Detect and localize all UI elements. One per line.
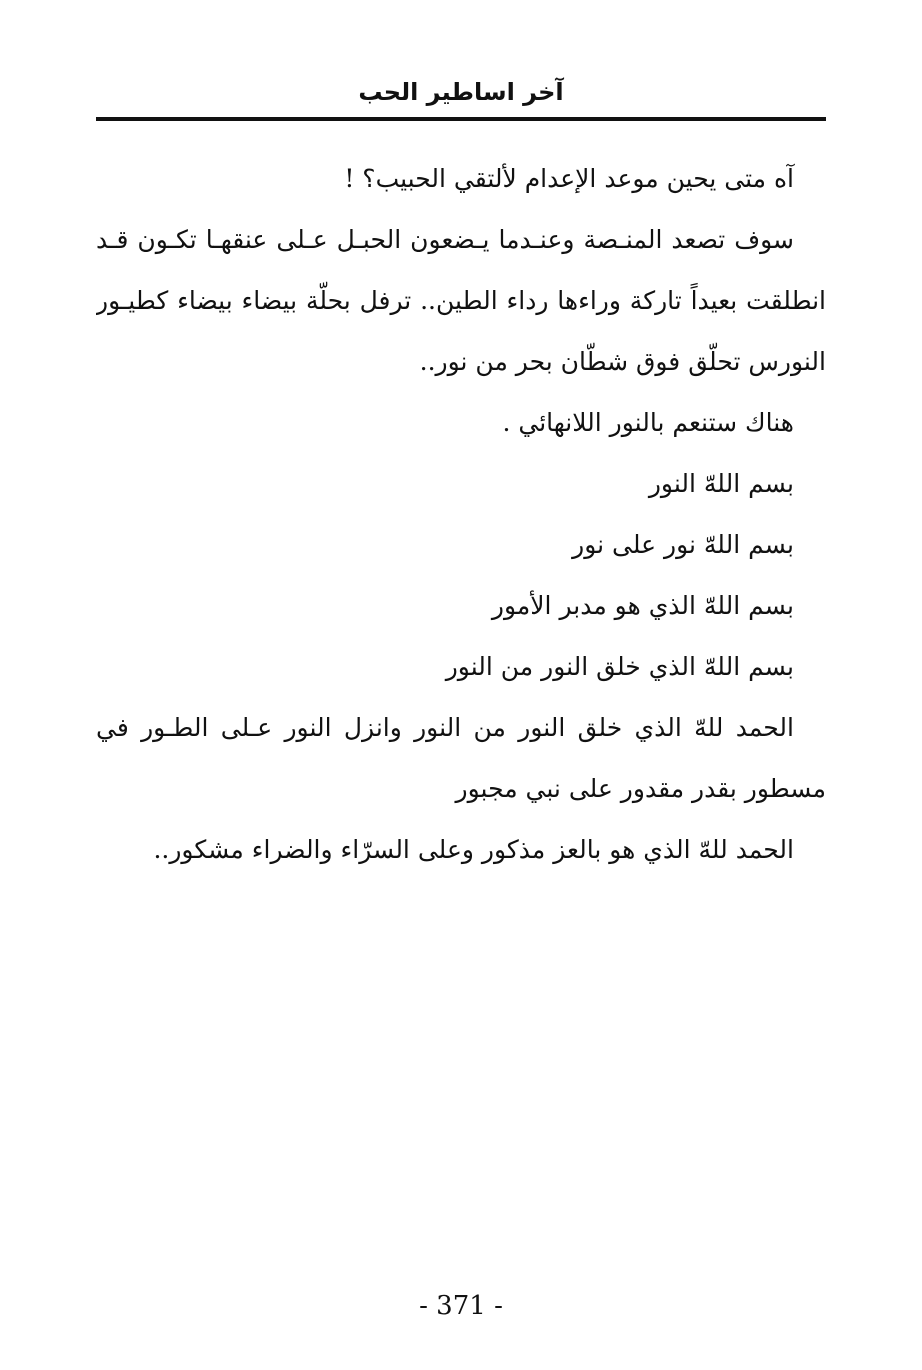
text-line: الحمد للهّ الذي خلق النور من النور وانزل النور عـلى الطـور في	[96, 713, 794, 742]
text-line: مسطور بقدر مقدور على نبي مجبور	[455, 774, 826, 803]
text-line: الحمد للهّ الذي هو بالعز مذكور وعلى السرّاء والضراء مشكور..	[153, 835, 794, 864]
text-line: بسم اللهّ الذي خلق النور من النور	[445, 652, 794, 681]
text-line: النورس تحلّق فوق شطّان بحر من نور..	[419, 347, 826, 376]
text-line: هناك ستنعم بالنور اللانهائي .	[502, 408, 794, 437]
page-number: - 371 -	[419, 1291, 503, 1321]
text-line: انطلقت بعيداً تاركة وراءها رداء الطين.. ترفل بحلّة بيضاء بيضاء كطيـور	[96, 286, 826, 315]
body-text	[96, 148, 826, 880]
text-line: بسم اللهّ الذي هو مدبر الأمور	[491, 591, 794, 620]
text-line: سوف تصعد المنـصة وعنـدما يـضعون الحبـل عـلى عنقهـا تكـون قـد	[96, 225, 794, 254]
header-divider	[96, 117, 826, 121]
text-line: بسم اللهّ نور على نور	[572, 530, 794, 559]
running-header: آخر اساطير الحب	[358, 78, 564, 106]
text-line: بسم اللهّ النور	[648, 469, 794, 498]
text-line: آه متى يحين موعد الإعدام لألتقي الحبيب؟ !	[344, 164, 794, 193]
